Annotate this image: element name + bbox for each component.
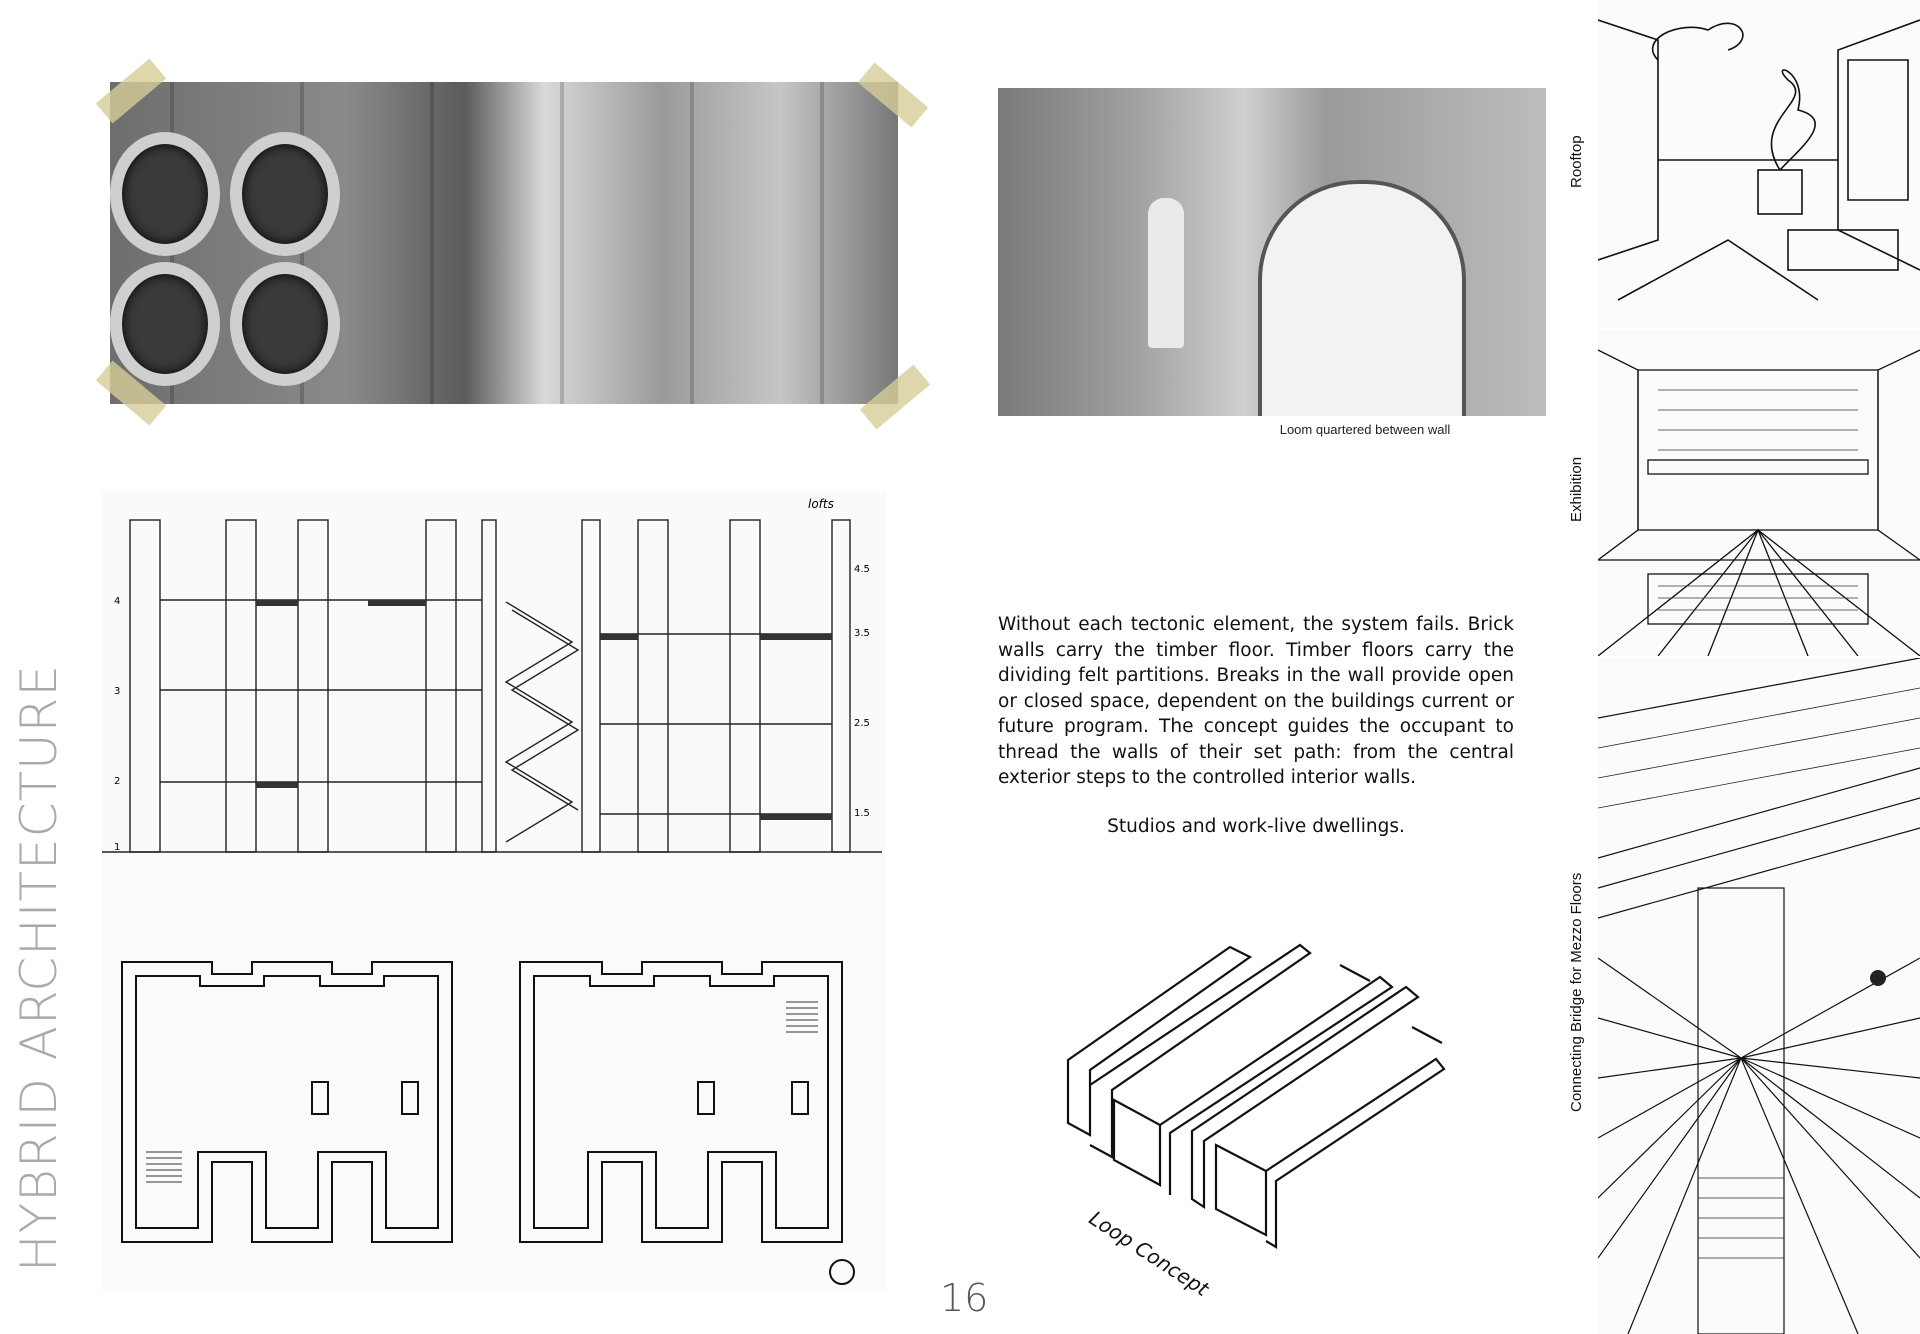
loop-concept-label: Loop Concept <box>1084 1206 1214 1301</box>
figure-cutout <box>1148 198 1184 348</box>
circular-opening <box>230 262 340 386</box>
exhibition-sketch <box>1598 330 1920 656</box>
lofts-annotation: lofts <box>808 497 834 511</box>
page-number: 16 <box>940 1276 989 1320</box>
rooftop-label: Rooftop <box>1568 135 1585 188</box>
level-mark-left: 2 <box>114 776 121 787</box>
bridge-label: Connecting Bridge for Mezzo Floors <box>1568 872 1585 1112</box>
document-spine-title: HYBRID ARCHITECTURE <box>10 664 68 1272</box>
circular-opening <box>110 262 220 386</box>
model-photo-caption: Loom quartered between wall <box>1279 422 1451 437</box>
concept-description: Without each tectonic element, the system fails. Brick walls carry the timber floor. Timber floors carry the dividing felt partitions. Breaks in the wall provide open or closed space, dependent on the buildings current or future program. The concept guides the occupant to thread the walls of their set path: from the central exterior steps to the controlled interior walls. <box>998 614 1514 788</box>
ink-blot <box>1870 970 1886 986</box>
circular-opening <box>110 132 220 256</box>
arched-wall-opening <box>1258 180 1466 416</box>
rooftop-sketch <box>1598 0 1920 328</box>
render-photo <box>110 82 898 404</box>
level-mark-right: 1.5 <box>854 808 870 819</box>
level-mark-left: 1 <box>114 842 121 853</box>
level-mark-left: 3 <box>114 686 121 697</box>
level-mark-right: 4.5 <box>854 564 870 575</box>
circular-opening <box>230 132 340 256</box>
level-mark-right: 2.5 <box>854 718 870 729</box>
floor-plan-drawing <box>102 862 886 1292</box>
program-statement: Studios and work-live dwellings. <box>1107 816 1405 837</box>
model-photo <box>998 88 1546 416</box>
exhibition-label: Exhibition <box>1568 456 1585 522</box>
connecting-bridge-sketch <box>1598 658 1920 1334</box>
level-mark-left: 4 <box>114 596 121 607</box>
elevation-drawing <box>102 492 886 862</box>
level-mark-right: 3.5 <box>854 628 870 639</box>
